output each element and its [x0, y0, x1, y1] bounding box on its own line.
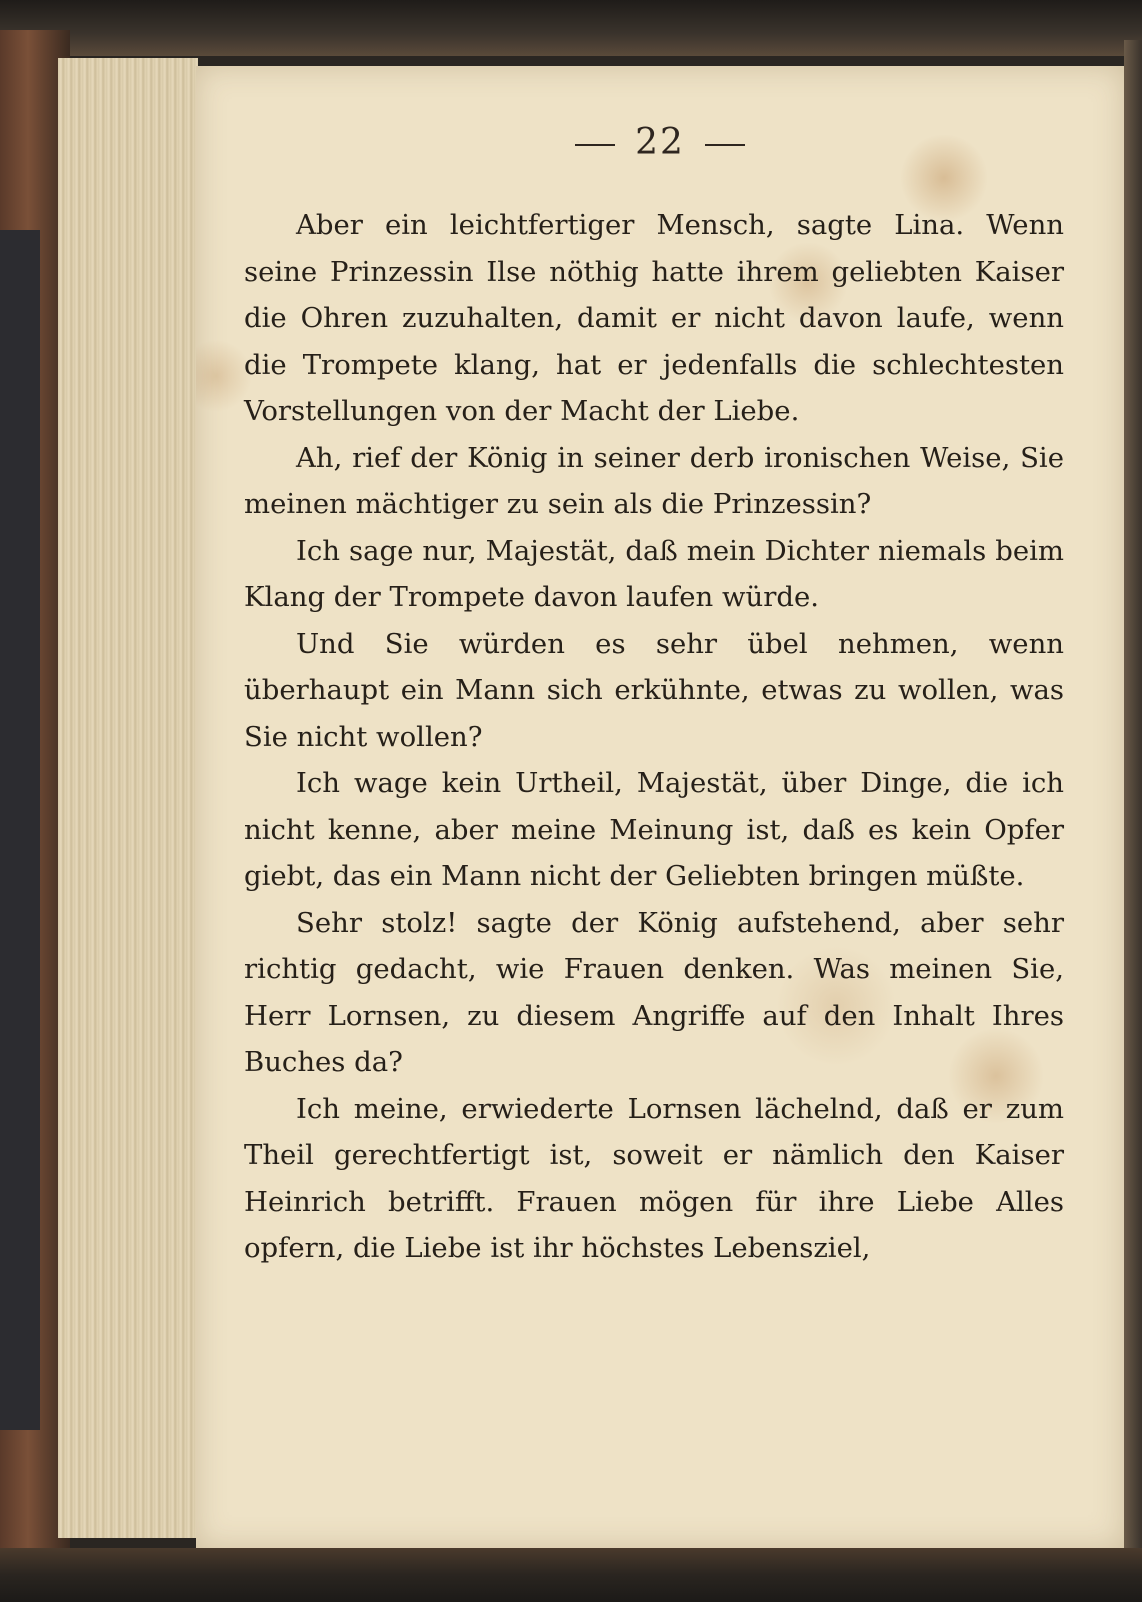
paragraph: Und Sie würden es sehr übel nehmen, wenn überhaupt ein Mann sich erkühnte, etwas zu wollen, was Sie nicht wollen? [244, 627, 1064, 753]
page-body-text [244, 202, 1064, 1272]
paragraph: Aber ein leichtfertiger Mensch, sagte Lina. Wenn seine Prinzessin Ilse nöthig hatte ihrem geliebten Kaiser die Ohren zuzuhalten, damit er nicht davon laufe, wenn die Trompete klang, hat er jedenfalls die schlechtesten Vorstellungen von der Macht der Liebe. [244, 209, 1064, 427]
book-bottom-edge [0, 1548, 1142, 1602]
page-number: 22 [635, 122, 685, 163]
book-top-edge [0, 0, 1142, 56]
book-cover-left-cloth [0, 230, 40, 1430]
paragraph: Ah, rief der König in seiner derb ironischen Weise, Sie meinen mächtiger zu sein als die Prinzessin? [244, 441, 1064, 520]
book-cover-right [1124, 40, 1142, 1560]
page-stack-edge [58, 58, 198, 1538]
paragraph: Ich sage nur, Majestät, daß mein Dichter niemals beim Klang der Trompete davon laufen würde. [244, 534, 1064, 613]
header-dash-right [705, 144, 745, 146]
header-dash-left [575, 144, 615, 146]
page-header [196, 122, 1124, 163]
paragraph: Ich meine, erwiederte Lornsen lächelnd, daß er zum Theil gerechtfertigt ist, soweit er nämlich den Kaiser Heinrich betrifft. Frauen mögen für ihre Liebe Alles opfern, die Liebe ist ihr höchstes Lebensziel, [244, 1092, 1064, 1264]
paragraph: Sehr stolz! sagte der König aufstehend, aber sehr richtig gedacht, wie Frauen denken. Was meinen Sie, Herr Lornsen, zu diesem Angriffe auf den Inhalt Ihres Buches da? [244, 906, 1064, 1078]
paragraph: Ich wage kein Urtheil, Majestät, über Dinge, die ich nicht kenne, aber meine Meinung ist, daß es kein Opfer giebt, das ein Mann nicht der Geliebten bringen müßte. [244, 767, 1064, 892]
book-page [196, 66, 1124, 1548]
